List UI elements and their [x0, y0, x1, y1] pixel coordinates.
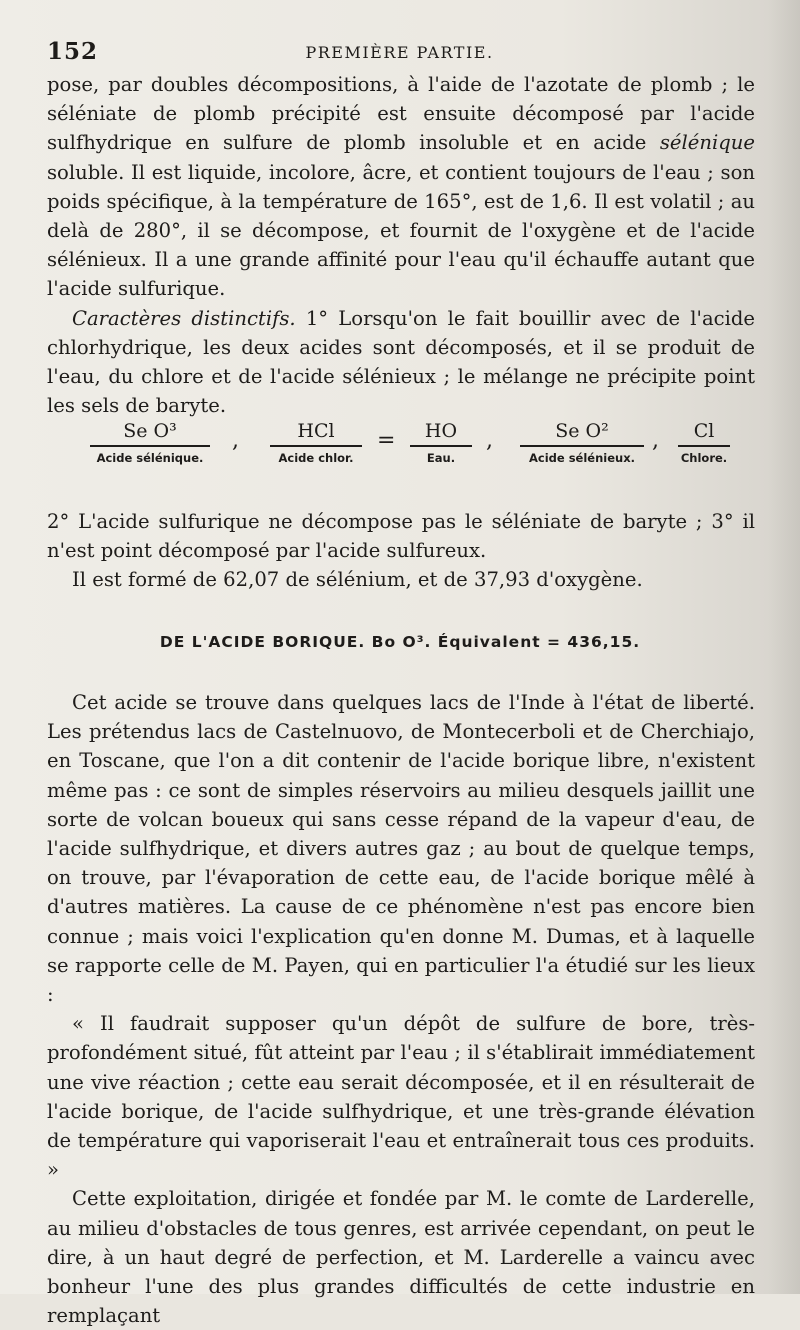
paragraph-acide-selenique: pose, par doubles décompositions, à l'aide de l'azotate de plomb ; le séléniate de plomb précipité est ensuite décomposé par l'acide sulfhydrique en sulfure de plomb insoluble et en acide sélénique soluble. Il est liquide, incolore, âcre, et contient toujours de l'eau ; son poids spécifique, à la température de 165°, est de 1,6. Il est volatil ; au delà de 280°, il se décompose, et fournit de l'oxygène et de l'acide sélénieux. Il a une grande affinité pour l'eau qu'il échauffe autant que l'acide sulfurique.: [47, 73, 755, 301]
section-heading-acide-borique: DE L'ACIDE BORIQUE. Bo O³. Équivalent = 436,15.: [159, 633, 641, 651]
paragraph-larderelle: Cette exploitation, dirigée et fondée par M. le comte de Larderelle, au milieu d'obstacles de tous genres, est arrivée cependant, on peut le dire, à un haut degré de perfection, et M. Larderelle a vaincu avec bonheur l'une des plus grandes difficultés de cette industrie en remplaçant: [47, 1187, 755, 1328]
equation-term: [520, 420, 644, 465]
text-block-properties: [47, 507, 755, 595]
equation-term: [678, 420, 730, 465]
paragraph-caracteres-distinctifs: Caractères distinctifs. 1° Lorsqu'on le fait bouillir avec de l'acide chlorhydrique, les deux acides sont décomposés, et il se produit de l'eau, du chlore et de l'acide sélénieux ; le mélange ne précipite point les sels de baryte.: [47, 306, 756, 418]
equation-term: [410, 420, 472, 465]
equation-label: Acide sélénieux.: [529, 451, 635, 465]
equation-label: Acide chlor.: [278, 451, 354, 465]
italic-term: sélénique: [659, 131, 755, 155]
equation-label: Chlore.: [680, 451, 728, 465]
paragraph-lacs-toscane: Cet acide se trouve dans quelques lacs de l'Inde à l'état de liberté. Les prétendus lacs de Castelnuovo, de Montecerboli et de Cherchiajo, en Toscane, que l'on a dit contenir de l'acide borique libre, n'existent même pas : ce sont de simples réservoirs au milieu desquels jaillit une sorte de volcan boueux qui sans cesse répand de la vapeur d'eau, de l'acide sulfhydrique, et divers autres gaz ; au bout de quelque temps, on trouve, par l'évaporation de cette eau, de l'acide borique mêlé à d'autres matières. La cause de ce phénomène n'est pas encore bien connue ; mais voici l'explication qu'en donne M. Dumas, et à laquelle se rapporte celle de M. Payen, qui en particulier l'a étudié sur les lieux :: [47, 691, 755, 1007]
equation-operator: ,: [486, 428, 493, 453]
equation-formula: HCl: [270, 420, 362, 447]
italic-heading: Caractères distinctifs.: [72, 306, 296, 330]
text-block-acide-borique: [47, 688, 755, 1330]
equation-label: Acide sélénique.: [96, 451, 204, 465]
running-head: PREMIÈRE PARTIE.: [305, 43, 494, 62]
equation-formula: HO: [410, 420, 472, 447]
text-block-selenique: [47, 70, 755, 420]
paragraph-composition: Il est formé de 62,07 de sélénium, et de 37,93 d'oxygène.: [72, 568, 643, 592]
chemical-equation: [80, 420, 740, 476]
page-header: [47, 38, 752, 68]
equation-formula: Se O³: [90, 420, 210, 447]
equation-formula: Cl: [678, 420, 730, 447]
equation-operator: =: [377, 428, 396, 453]
equation-operator: ,: [232, 428, 239, 453]
equation-formula: Se O²: [520, 420, 644, 447]
equation-label: Eau.: [426, 451, 456, 465]
page-number: 152: [47, 38, 99, 65]
paragraph-quotation-dumas: « Il faudrait supposer qu'un dépôt de sulfure de bore, très-profondément situé, fût atteint par l'eau ; il s'établirait immédiatement une vive réaction ; cette eau serait décomposée, et il en résulterait de l'acide borique, de l'acide sulfhydrique, et une très-grande élévation de température qui vaporiserait l'eau et entraînerait tous ces produits. »: [47, 1012, 755, 1182]
equation-term: [90, 420, 210, 465]
equation-term: [270, 420, 362, 465]
equation-operator: ,: [652, 428, 659, 453]
paragraph-acide-sulfurique: 2° L'acide sulfurique ne décompose pas le séléniate de baryte ; 3° il n'est point décomposé par l'acide sulfureux.: [47, 510, 755, 563]
